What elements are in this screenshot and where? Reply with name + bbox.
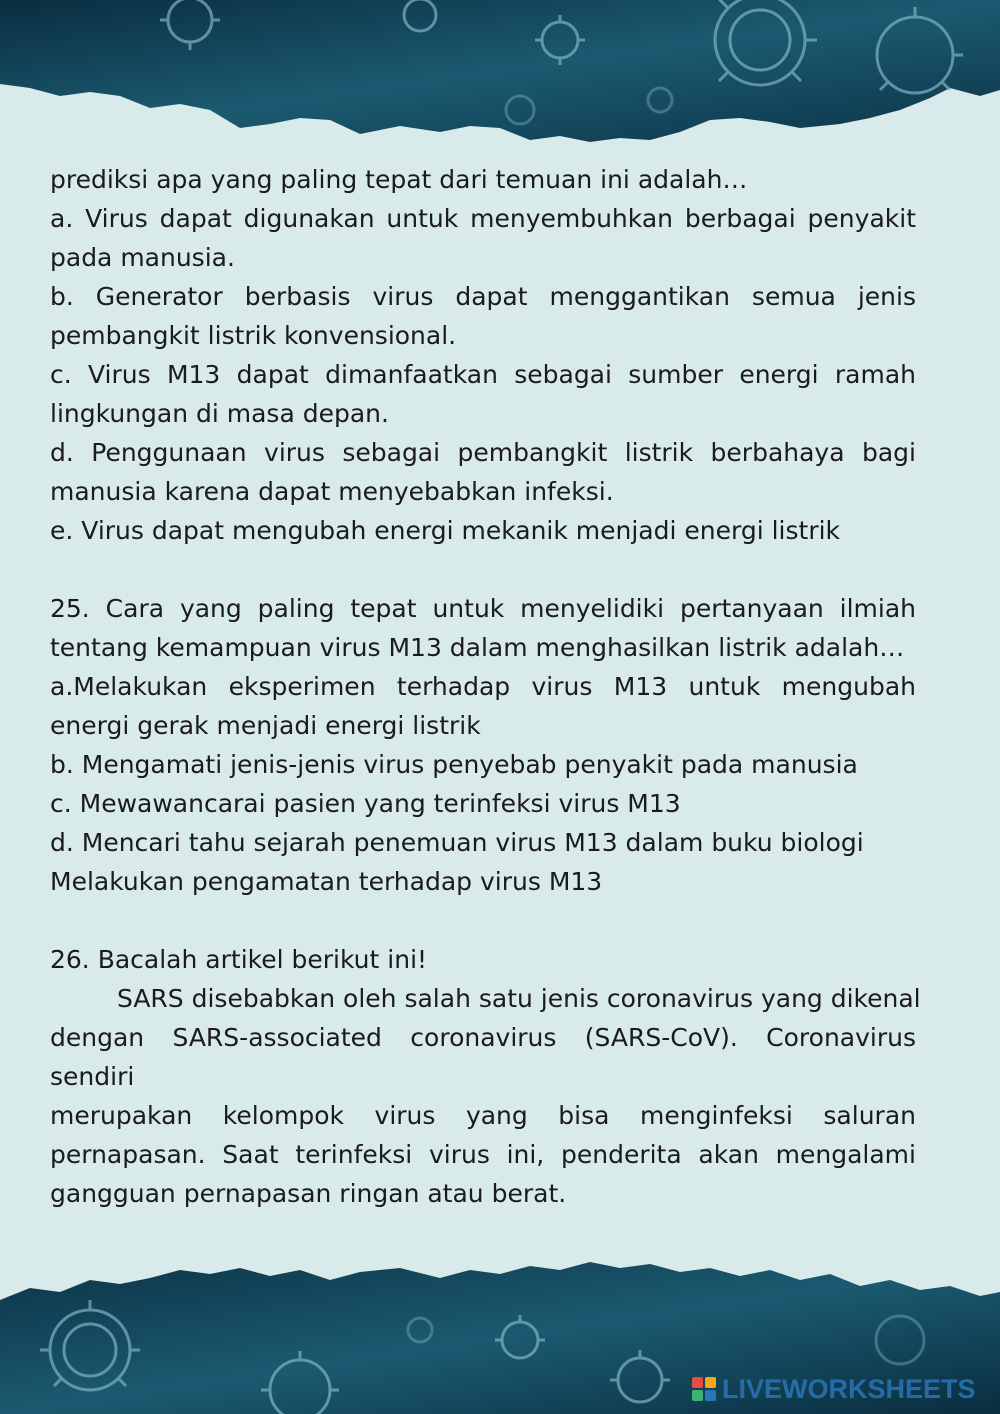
q24-option-d: d. Penggunaan virus sebagai pembangkit listrik berbahaya bagi xyxy=(50,438,916,467)
spacer xyxy=(50,901,916,940)
q24-option-b: b. Generator berbasis virus dapat menggantikan semua jenis xyxy=(50,282,916,311)
q25-option-a-cont: energi gerak menjadi energi listrik xyxy=(50,711,481,740)
q25-option-c: c. Mewawancarai pasien yang terinfeksi virus M13 xyxy=(50,789,681,818)
watermark-text: LIVEWORKSHEETS xyxy=(722,1373,976,1404)
q25-stem: 25. Cara yang paling tepat untuk menyelidiki pertanyaan ilmiah xyxy=(50,594,916,623)
q26-stem: 26. Bacalah artikel berikut ini! xyxy=(50,945,428,974)
q25-option-a: a.Melakukan eksperimen terhadap virus M13 untuk mengubah xyxy=(50,672,916,701)
q25-option-e: Melakukan pengamatan terhadap virus M13 xyxy=(50,867,603,896)
logo-tile xyxy=(692,1377,703,1388)
q24-option-e: e. Virus dapat mengubah energi mekanik menjadi energi listrik xyxy=(50,516,841,545)
q26-article-line-5: gangguan pernapasan ringan atau berat. xyxy=(50,1179,567,1208)
logo-tile xyxy=(705,1390,716,1401)
q25-stem-cont: tentang kemampuan virus M13 dalam menghasilkan listrik adalah… xyxy=(50,633,905,662)
q24-option-a: a. Virus dapat digunakan untuk menyembuhkan berbagai penyakit xyxy=(50,204,916,233)
q24-option-a-cont: pada manusia. xyxy=(50,243,235,272)
q26-article-line-1: SARS disebabkan oleh salah satu jenis coronavirus yang dikenal xyxy=(117,984,921,1013)
logo-tile xyxy=(692,1390,703,1401)
liveworksheets-watermark xyxy=(692,1374,976,1404)
q25-option-b: b. Mengamati jenis-jenis virus penyebab penyakit pada manusia xyxy=(50,750,858,779)
q24-option-c-cont: lingkungan di masa depan. xyxy=(50,399,389,428)
top-virus-banner xyxy=(0,0,1000,175)
q25-option-d: d. Mencari tahu sejarah penemuan virus M13 dalam buku biologi xyxy=(50,828,864,857)
q24-option-c: c. Virus M13 dapat dimanfaatkan sebagai sumber energi ramah xyxy=(50,360,916,389)
virus-illustration-top xyxy=(0,0,1000,175)
logo-tile xyxy=(705,1377,716,1388)
q24-option-b-cont: pembangkit listrik konvensional. xyxy=(50,321,457,350)
q26-article-line-2: dengan SARS-associated coronavirus (SARS-CoV). Coronavirus sendiri xyxy=(50,1023,916,1091)
q24-stem-end: prediksi apa yang paling tepat dari temuan ini adalah… xyxy=(50,165,748,194)
q24-option-d-cont: manusia karena dapat menyebabkan infeksi. xyxy=(50,477,614,506)
q26-article-line-3: merupakan kelompok virus yang bisa menginfeksi saluran xyxy=(50,1101,916,1130)
q26-article-line-4: pernapasan. Saat terinfeksi virus ini, penderita akan mengalami xyxy=(50,1140,916,1169)
liveworksheets-logo-icon xyxy=(692,1377,716,1401)
spacer xyxy=(50,550,916,589)
worksheet-body xyxy=(50,160,921,1213)
